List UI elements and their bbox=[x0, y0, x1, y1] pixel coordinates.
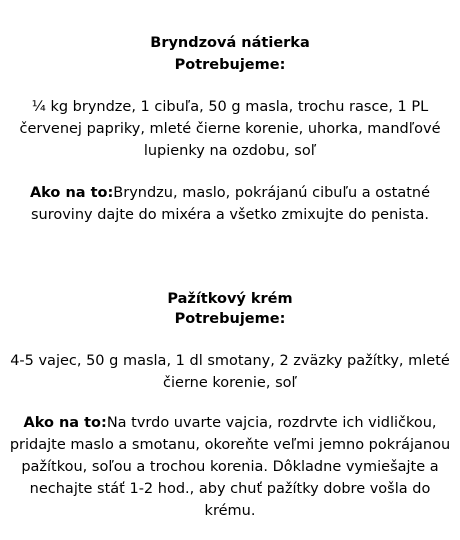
recipe-title: Pažítkový krém bbox=[167, 291, 293, 307]
method-label: Ako na to: bbox=[29, 185, 114, 201]
method-paragraph bbox=[8, 182, 452, 226]
method-label: Ako na to: bbox=[23, 415, 107, 431]
ingredients-heading: Potrebujeme: bbox=[174, 57, 286, 73]
ingredients-text: ¼ kg bryndze, 1 cibuľa, 50 g masla, trochu rasce, 1 PL červenej papriky, mleté čierne korenie, uhorka, mandľové lupienky na ozdobu, soľ bbox=[19, 99, 441, 159]
ingredients-heading: Potrebujeme: bbox=[174, 311, 286, 327]
method-paragraph bbox=[8, 412, 452, 522]
method-text: Na tvrdo uvarte vajcia, rozdrvte ich vidličkou, pridajte maslo a smotanu, okoreňte veľmi jemno pokrájanou pažítkou, soľou a trochou korenia. Dôkladne vymiešajte a nechajte stáť 1-2 hod., aby chuť pažítky dobre vošla do krému. bbox=[9, 415, 451, 519]
ingredients-text: 4-5 vajec, 50 g masla, 1 dl smotany, 2 zväzky pažítky, mleté čierne korenie, soľ bbox=[10, 353, 450, 391]
method-text: Bryndzu, maslo, pokrájanú cibuľu a ostatné suroviny dajte do mixéra a všetko zmixujte do penista. bbox=[30, 185, 431, 223]
recipe-title: Bryndzová nátierka bbox=[150, 35, 310, 51]
